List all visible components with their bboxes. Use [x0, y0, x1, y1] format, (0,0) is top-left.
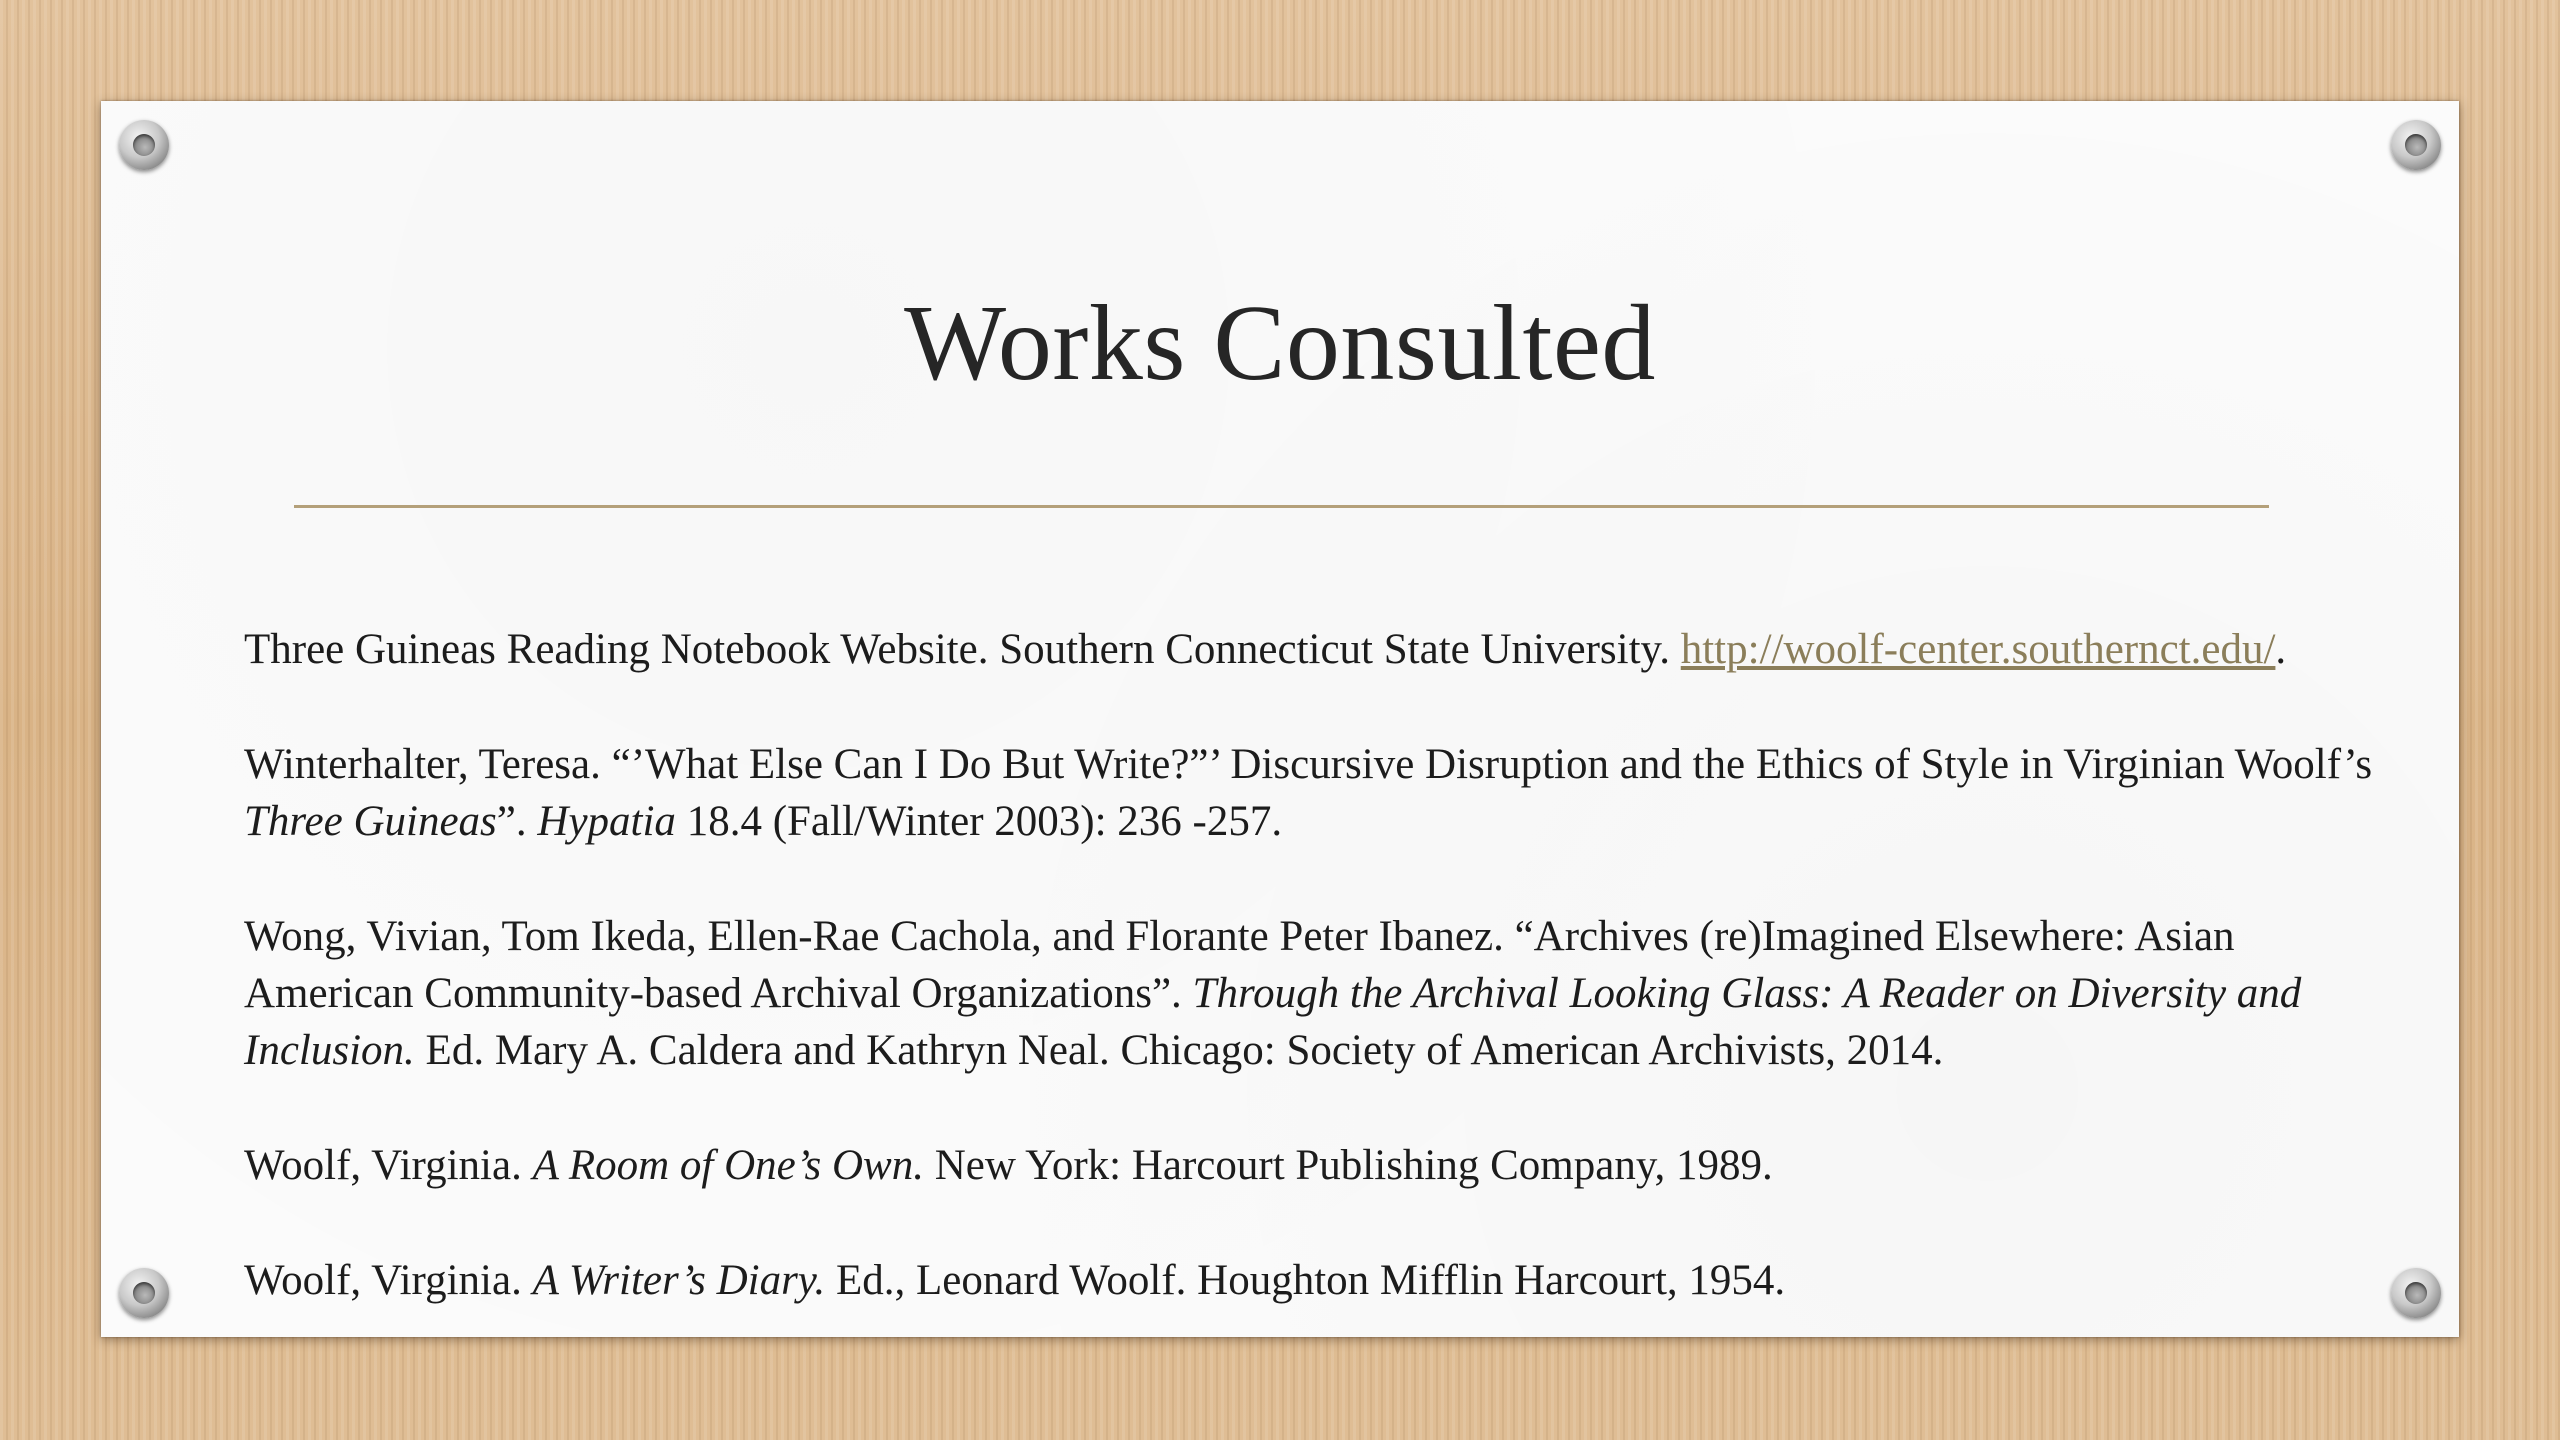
reference-entry [244, 621, 2384, 678]
grommet-bottom-right-icon [2391, 1268, 2441, 1318]
reference-entry [244, 736, 2384, 850]
reference-text: ”. [496, 798, 538, 845]
reference-text: 18.4 (Fall/Winter 2003): 236 -257. [675, 798, 1283, 845]
reference-text: Ed., Leonard Woolf. Houghton Mifflin Harcourt, 1954. [825, 1257, 1786, 1304]
slide-title: Works Consulted [904, 284, 1656, 403]
reference-text: Winterhalter, Teresa. “’What Else Can I Do But Write?”’ Discursive Disruption and the Ethics of Style in Virginian Woolf’s [244, 741, 2373, 788]
reference-text: Ed. Mary A. Caldera and Kathryn Neal. Chicago: Society of American Archivists, 2014. [414, 1027, 1944, 1074]
reference-text: . [2275, 626, 2287, 673]
reference-list [244, 621, 2384, 1367]
slide-card [101, 101, 2459, 1337]
reference-italic-title: Hypatia [537, 798, 676, 845]
grommet-top-right-icon [2391, 120, 2441, 170]
reference-text: Three Guineas Reading Notebook Website. Southern Connecticut State University. [244, 626, 1681, 673]
reference-link[interactable]: http://woolf-center.southernct.edu/ [1680, 626, 2276, 673]
reference-italic-title: A Room of One’s Own. [532, 1142, 924, 1189]
reference-italic-title: A Writer’s Diary. [532, 1257, 826, 1304]
reference-entry [244, 1252, 2384, 1309]
reference-text: Woolf, Virginia. [244, 1142, 533, 1189]
grommet-top-left-icon [119, 120, 169, 170]
reference-entry [244, 908, 2384, 1079]
reference-text: Woolf, Virginia. [244, 1257, 533, 1304]
reference-text: New York: Harcourt Publishing Company, 1989. [923, 1142, 1773, 1189]
title-divider [294, 505, 2269, 508]
reference-italic-title: Through the Archival Looking Glass: A Reader on Diversity and Inclusion. [244, 970, 2302, 1074]
reference-text: Wong, Vivian, Tom Ikeda, Ellen-Rae Cachola, and Florante Peter Ibanez. “Archives (re)Imagined Elsewhere: Asian American Community-based Archival Organizations”. [244, 913, 2235, 1017]
grommet-bottom-left-icon [119, 1268, 169, 1318]
reference-italic-title: Three Guineas [244, 798, 497, 845]
reference-entry [244, 1137, 2384, 1194]
